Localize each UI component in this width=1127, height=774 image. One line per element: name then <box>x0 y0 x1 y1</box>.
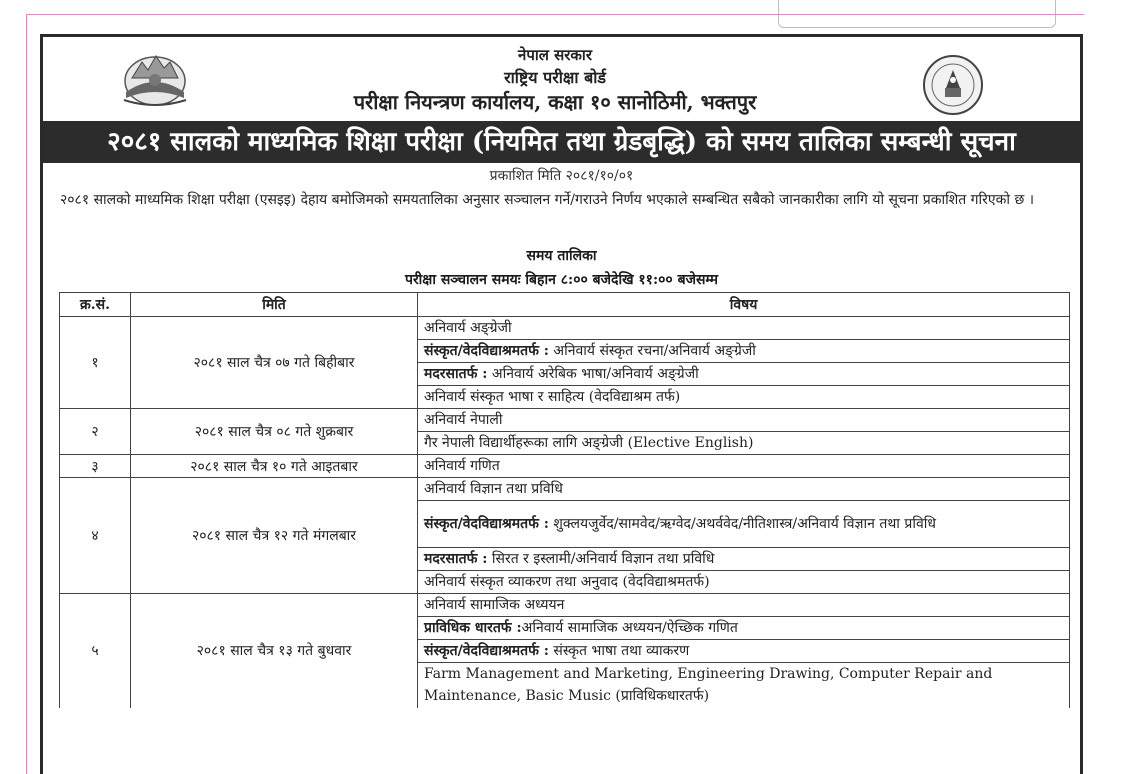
table-row <box>60 455 1070 478</box>
subject-cell <box>418 317 1070 340</box>
stream-label: प्राविधिक धारतर्फ : <box>424 620 522 636</box>
col-header-no: क्र.सं. <box>60 293 131 317</box>
viewer-frame-top <box>26 14 1084 15</box>
nepal-emblem-icon <box>118 48 192 110</box>
stream-label: संस्कृत/वेदविद्याश्रमतर्फ : <box>424 343 549 359</box>
table-row <box>60 317 1070 340</box>
subject-cell <box>418 409 1070 432</box>
subject-text: अनिवार्य संस्कृत भाषा र साहित्य (वेदविद्याश्रम तर्फ) <box>424 389 681 405</box>
table-header-row <box>60 293 1070 317</box>
col-header-subject: विषय <box>418 293 1070 317</box>
notice-title-banner: २०८१ सालको माध्यमिक शिक्षा परीक्षा (नियमित तथा ग्रेडबृद्धि) को समय तालिका सम्बन्धी सूचना <box>43 121 1080 163</box>
subject-text: अनिवार्य सामाजिक अध्ययन <box>424 597 565 613</box>
schedule-title: समय तालिका <box>526 248 597 264</box>
subject-cell <box>418 501 1070 548</box>
subject-cell <box>418 640 1070 663</box>
subject-text: अनिवार्य सामाजिक अध्ययन/ऐच्छिक गणित <box>521 620 738 636</box>
table-row <box>60 594 1070 617</box>
serial-number: ३ <box>60 455 131 478</box>
subject-text: अनिवार्य अरेबिक भाषा/अनिवार्य अङ्ग्रेजी <box>487 366 699 382</box>
schedule-table <box>59 292 1070 708</box>
exam-board-seal-icon <box>918 50 988 116</box>
subject-text: सिरत र इस्लामी/अनिवार्य विज्ञान तथा प्रविधि <box>487 551 715 567</box>
subject-cell <box>418 386 1070 409</box>
col-header-date: मिति <box>131 293 418 317</box>
exam-time: परीक्षा सञ्चालन समयः बिहान ८:०० बजेदेखि ११:०० बजेसम्म <box>405 272 718 288</box>
subject-cell <box>418 594 1070 617</box>
subject-text: शुक्लयजुर्वेद/सामवेद/ऋग्वेद/अथर्ववेद/नीतिशास्त्र/अनिवार्य विज्ञान तथा प्रविधि <box>548 516 936 532</box>
subject-text: संस्कृत भाषा तथा व्याकरण <box>548 643 690 659</box>
subject-text: अनिवार्य नेपाली <box>424 412 503 428</box>
serial-number: ५ <box>60 594 131 708</box>
stream-label: मदरसातर्फ : <box>424 366 488 382</box>
notice-paragraph: २०८१ सालको माध्यमिक शिक्षा परीक्षा (एसइइ) देहाय बमोजिमको समयतालिका अनुसार सञ्चालन गर्ने/गराउने निर्णय भएकाले सम्बन्धित सबैको जानकारीका लागि यो सूचना प्रकाशित गरिएको छ । <box>60 192 1035 208</box>
exam-date: २०८१ साल चैत्र ०८ गते शुक्रबार <box>131 409 418 455</box>
header-board: राष्ट्रिय परीक्षा बोर्ड <box>504 68 606 87</box>
stream-label: मदरसातर्फ : <box>424 551 488 567</box>
serial-number: १ <box>60 317 131 409</box>
header-government: नेपाल सरकार <box>518 46 592 64</box>
exam-date: २०८१ साल चैत्र १२ गते मंगलबार <box>131 478 418 594</box>
subject-text: अनिवार्य विज्ञान तथा प्रविधि <box>424 481 563 497</box>
subject-text: अनिवार्य गणित <box>424 458 500 474</box>
viewer-frame-left <box>26 14 27 774</box>
subject-cell <box>418 548 1070 571</box>
serial-number: २ <box>60 409 131 455</box>
subject-cell <box>418 663 1070 708</box>
exam-date: २०८१ साल चैत्र १३ गते बुधवार <box>131 594 418 708</box>
header-office: परीक्षा नियन्त्रण कार्यालय, कक्षा १० सानोठिमी, भक्तपुर <box>353 90 757 114</box>
table-row <box>60 478 1070 501</box>
stream-label: संस्कृत/वेदविद्याश्रमतर्फ : <box>424 516 549 532</box>
subject-cell <box>418 340 1070 363</box>
subject-text: अनिवार्य अङ्ग्रेजी <box>424 320 512 336</box>
exam-date: २०८१ साल चैत्र ०७ गते बिहीबार <box>131 317 418 409</box>
subject-cell <box>418 455 1070 478</box>
stream-label: संस्कृत/वेदविद्याश्रमतर्फ : <box>424 643 549 659</box>
subject-cell <box>418 478 1070 501</box>
subject-cell <box>418 617 1070 640</box>
subject-text: अनिवार्य संस्कृत व्याकरण तथा अनुवाद (वेदविद्याश्रमतर्फ) <box>424 574 710 590</box>
subject-text: Farm Management and Marketing, Engineering Drawing, Computer Repair and Maintenance, Basic Music (प्राविधिकधारतर्फ) <box>424 666 993 704</box>
subject-cell <box>418 571 1070 594</box>
subject-text: अनिवार्य संस्कृत रचना/अनिवार्य अङ्ग्रेजी <box>548 343 756 359</box>
subject-cell <box>418 432 1070 455</box>
subject-cell <box>418 363 1070 386</box>
serial-number: ४ <box>60 478 131 594</box>
subject-text: गैर नेपाली विद्यार्थीहरूका लागि अङ्ग्रेजी (Elective English) <box>424 435 754 451</box>
published-date: प्रकाशित मिति २०८१/१०/०१ <box>489 168 634 184</box>
exam-date: २०८१ साल चैत्र १० गते आइतबार <box>131 455 418 478</box>
table-row <box>60 409 1070 432</box>
